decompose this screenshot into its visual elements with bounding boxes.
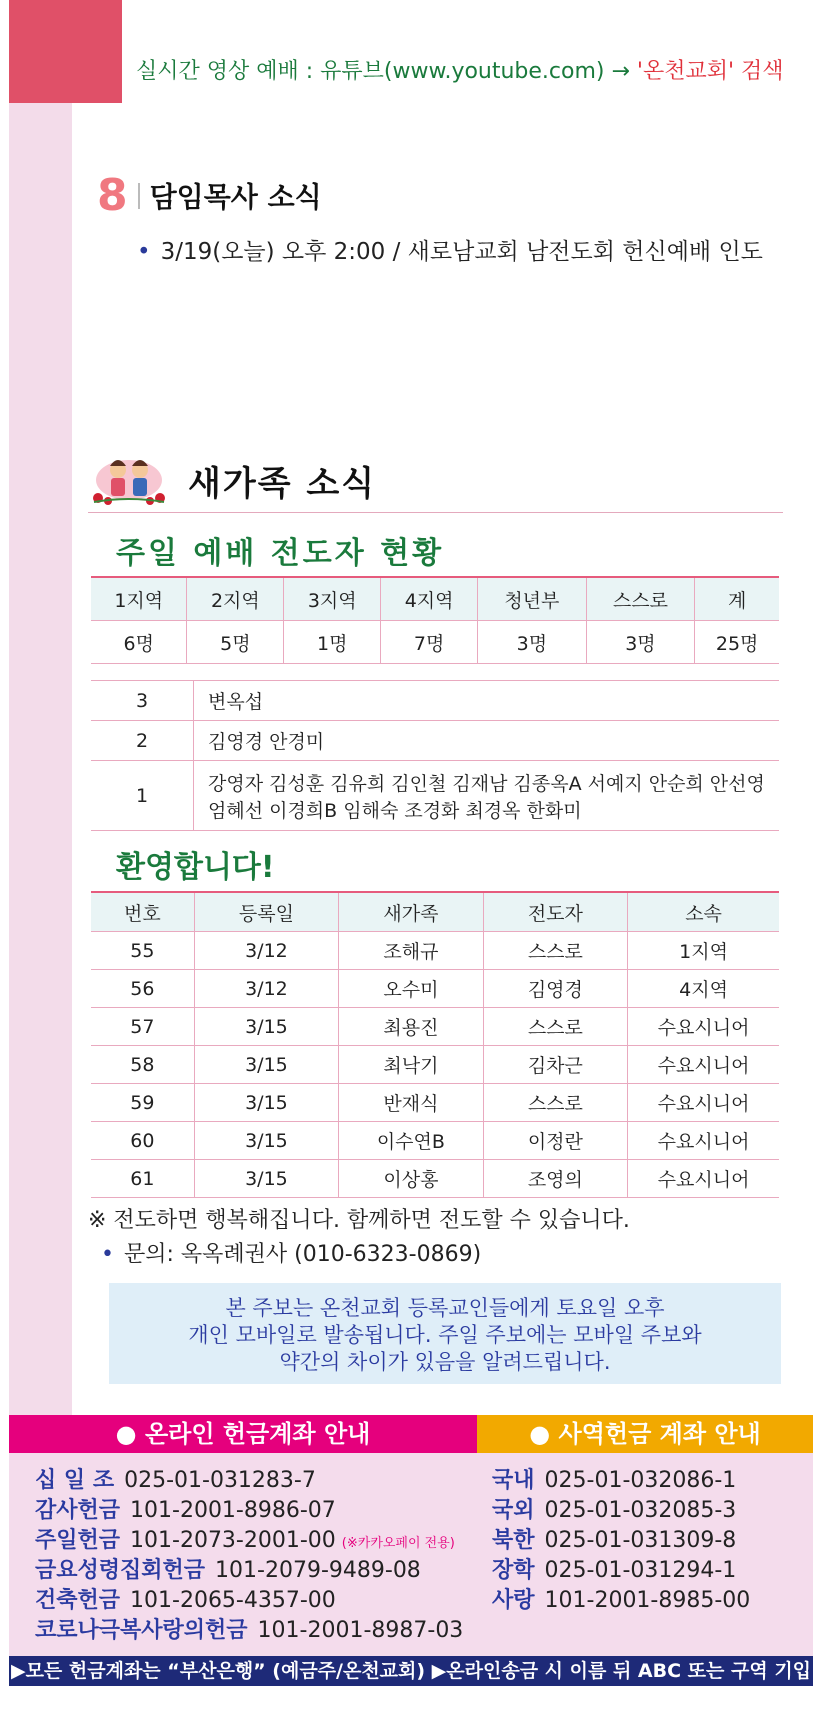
table-cell: 25명 xyxy=(695,621,779,664)
names-cell xyxy=(194,761,780,831)
evangelist-count-table xyxy=(91,680,779,831)
table-cell: 이정란 xyxy=(483,1122,627,1160)
names-cell: 김영경 안경미 xyxy=(194,721,780,761)
new-family-title: 새가족 소식 xyxy=(188,464,377,504)
table-cell: 55 xyxy=(91,932,194,970)
account-label: 코로나극복사랑의헌금 xyxy=(35,1618,248,1643)
account-number: 025-01-031294-1 xyxy=(544,1558,737,1583)
bullet-icon: • xyxy=(101,1242,114,1267)
live-text: 실시간 영상 예배 : 유튜브(www.youtube.com) → xyxy=(136,59,637,84)
table-cell: 조영의 xyxy=(483,1160,627,1198)
table-cell: 조해규 xyxy=(339,932,483,970)
table-cell: 3/15 xyxy=(194,1084,338,1122)
account-label: 국외 xyxy=(492,1498,535,1523)
header-cell: 3지역 xyxy=(284,577,381,621)
table-cell: 3명 xyxy=(586,621,695,664)
welcome-title: 환영합니다! xyxy=(116,850,275,885)
online-offering-header: ● 온라인 헌금계좌 안내 xyxy=(9,1415,477,1453)
table-cell: 60 xyxy=(91,1122,194,1160)
account-row xyxy=(492,1463,750,1493)
account-row xyxy=(35,1553,463,1583)
table-cell: 1명 xyxy=(284,621,381,664)
table-cell: 수요시니어 xyxy=(628,1122,779,1160)
table-cell: 3명 xyxy=(478,621,587,664)
couple-icon xyxy=(88,452,170,506)
table-row xyxy=(91,1008,779,1046)
region-table xyxy=(91,576,779,664)
account-row xyxy=(35,1583,463,1613)
table-cell: 5명 xyxy=(187,621,284,664)
names-cell: 변옥섭 xyxy=(194,681,780,721)
count-cell: 1 xyxy=(91,761,194,831)
live-highlight: '온천교회' 검색 xyxy=(636,59,784,84)
names-line: 강영자 김성훈 김유희 김인철 김재남 김종옥A 서예지 안순희 안선영 xyxy=(208,772,765,795)
table-row xyxy=(91,1122,779,1160)
table-cell: 7명 xyxy=(381,621,478,664)
pastor-news-item: • 3/19(오늘) 오후 2:00 / 새로남교회 남전도회 헌신예배 인도 xyxy=(137,239,763,265)
table-cell: 3/12 xyxy=(194,932,338,970)
table-cell: 수요시니어 xyxy=(628,1046,779,1084)
section-number: 8 xyxy=(97,170,128,221)
account-number: 025-01-032086-1 xyxy=(544,1468,737,1493)
account-number: 025-01-031309-8 xyxy=(544,1528,737,1553)
table-cell: 스스로 xyxy=(483,1008,627,1046)
header-cell: 2지역 xyxy=(187,577,284,621)
table-cell: 59 xyxy=(91,1084,194,1122)
account-number: 025-01-032085-3 xyxy=(544,1498,737,1523)
table-cell: 수요시니어 xyxy=(628,1084,779,1122)
account-row xyxy=(35,1493,463,1523)
section-title: 담임목사 소식 xyxy=(149,180,322,214)
offering-accounts-panel xyxy=(9,1415,813,1656)
contact-info: • 문의: 옥옥례권사 (010-6323-0869) xyxy=(101,1242,482,1267)
table-cell: 58 xyxy=(91,1046,194,1084)
new-family-header xyxy=(88,448,783,514)
table-cell: 김영경 xyxy=(483,970,627,1008)
account-row xyxy=(492,1583,750,1613)
mission-accounts-list xyxy=(492,1463,750,1613)
table-cell: 수요시니어 xyxy=(628,1008,779,1046)
table-row xyxy=(91,1084,779,1122)
header-cell: 번호 xyxy=(91,892,194,932)
notice-line: 본 주보는 온천교회 등록교인들에게 토요일 오후 xyxy=(225,1296,665,1320)
table-cell: 최용진 xyxy=(339,1008,483,1046)
online-accounts-list xyxy=(35,1463,463,1643)
account-label: 북한 xyxy=(492,1528,535,1553)
table-cell: 반재식 xyxy=(339,1084,483,1122)
account-label: 금요성령집회헌금 xyxy=(35,1558,206,1583)
header-cell: 소속 xyxy=(628,892,779,932)
table-header-row xyxy=(91,577,779,621)
divider xyxy=(88,512,783,513)
table-cell: 3/12 xyxy=(194,970,338,1008)
names-line: 엄혜선 이경희B 임해숙 조경화 최경옥 한화미 xyxy=(208,799,582,822)
table-cell: 이수연B xyxy=(339,1122,483,1160)
evangelist-status-title: 주일 예배 전도자 현황 xyxy=(116,536,445,571)
table-row xyxy=(91,970,779,1008)
top-accent-block xyxy=(9,0,122,103)
table-cell: 3/15 xyxy=(194,1008,338,1046)
bank-footer-note: ▶모든 헌금계좌는 “부산은행” (예금주/온천교회) ▶온라인송금 시 이름 뒤 ABC 또는 구역 기입 xyxy=(9,1656,813,1686)
account-number: 025-01-031283-7 xyxy=(124,1468,316,1493)
live-stream-notice xyxy=(136,54,784,85)
account-label: 장학 xyxy=(492,1558,535,1583)
header-cell: 스스로 xyxy=(586,577,695,621)
header-cell: 새가족 xyxy=(339,892,483,932)
account-label: 사랑 xyxy=(492,1588,535,1613)
table-cell: 수요시니어 xyxy=(628,1160,779,1198)
account-number: 101-2073-2001-00 xyxy=(130,1528,336,1553)
account-row xyxy=(35,1463,463,1493)
table-cell: 1지역 xyxy=(628,932,779,970)
header-cell: 청년부 xyxy=(478,577,587,621)
account-label: 건축헌금 xyxy=(35,1588,121,1613)
table-row xyxy=(91,621,779,664)
account-row xyxy=(35,1613,463,1643)
table-cell: 오수미 xyxy=(339,970,483,1008)
table-row xyxy=(91,761,779,831)
table-cell: 3/15 xyxy=(194,1046,338,1084)
left-decorative-band xyxy=(9,0,72,1415)
notice-line: 약간의 차이가 있음을 알려드립니다. xyxy=(279,1350,611,1374)
table-cell: 4지역 xyxy=(628,970,779,1008)
table-cell: 스스로 xyxy=(483,932,627,970)
account-label: 십 일 조 xyxy=(35,1468,115,1493)
mission-offering-header: ● 사역헌금 계좌 안내 xyxy=(477,1415,813,1453)
account-row xyxy=(492,1553,750,1583)
account-number: 101-2079-9489-08 xyxy=(215,1558,421,1583)
account-number: 101-2001-8986-07 xyxy=(130,1498,336,1523)
account-label: 국내 xyxy=(492,1468,535,1493)
notice-line: 개인 모바일로 발송됩니다. 주일 주보에는 모바일 주보와 xyxy=(188,1323,702,1347)
divider xyxy=(138,183,140,209)
account-row xyxy=(492,1523,750,1553)
header-cell: 전도자 xyxy=(483,892,627,932)
table-cell: 최낙기 xyxy=(339,1046,483,1084)
table-row xyxy=(91,681,779,721)
count-cell: 2 xyxy=(91,721,194,761)
section-8-header xyxy=(97,170,322,220)
table-cell: 61 xyxy=(91,1160,194,1198)
account-number: 101-2001-8985-00 xyxy=(544,1588,751,1613)
table-cell: 56 xyxy=(91,970,194,1008)
account-note: (※카카오페이 전용) xyxy=(341,1536,455,1551)
account-label: 감사헌금 xyxy=(35,1498,121,1523)
table-cell: 스스로 xyxy=(483,1084,627,1122)
bullet-icon: • xyxy=(137,239,151,265)
account-row xyxy=(35,1523,463,1553)
table-cell: 6명 xyxy=(91,621,187,664)
table-header-row xyxy=(91,892,779,932)
table-cell: 3/15 xyxy=(194,1160,338,1198)
table-cell: 57 xyxy=(91,1008,194,1046)
account-row xyxy=(492,1493,750,1523)
mobile-bulletin-notice xyxy=(109,1283,781,1384)
count-cell: 3 xyxy=(91,681,194,721)
table-row xyxy=(91,721,779,761)
header-cell: 계 xyxy=(695,577,779,621)
account-label: 주일헌금 xyxy=(35,1528,121,1553)
account-number: 101-2001-8987-03 xyxy=(257,1618,464,1643)
table-row xyxy=(91,1160,779,1198)
welcome-table xyxy=(91,891,779,1198)
header-cell: 등록일 xyxy=(194,892,338,932)
header-cell: 4지역 xyxy=(381,577,478,621)
table-row xyxy=(91,1046,779,1084)
header-cell: 1지역 xyxy=(91,577,187,621)
table-cell: 김차근 xyxy=(483,1046,627,1084)
table-row xyxy=(91,932,779,970)
table-cell: 3/15 xyxy=(194,1122,338,1160)
account-number: 101-2065-4357-00 xyxy=(130,1588,336,1613)
table-cell: 이상홍 xyxy=(339,1160,483,1198)
evangelism-note: ※ 전도하면 행복해집니다. 함께하면 전도할 수 있습니다. xyxy=(88,1208,630,1233)
